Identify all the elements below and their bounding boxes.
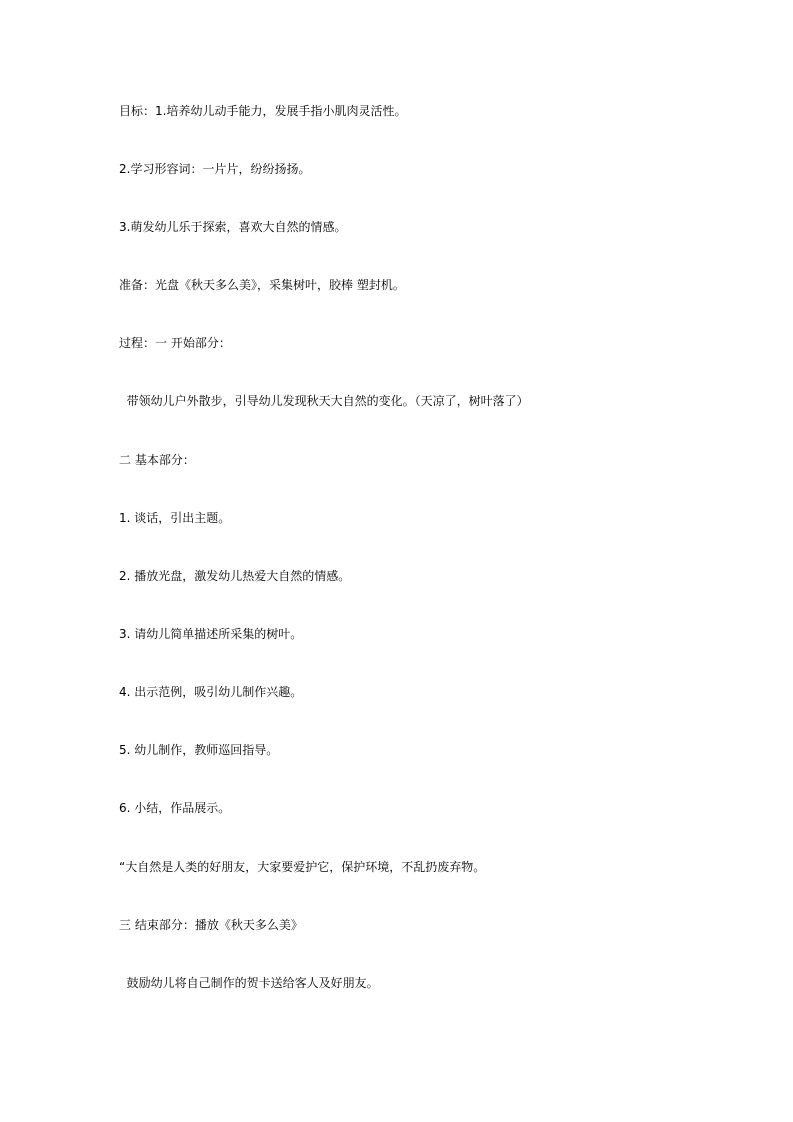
process-heading: 过程：一 开始部分： [119, 336, 231, 350]
step-6: 6. 小结，作品展示。 [119, 801, 231, 815]
step-5: 5. 幼儿制作，教师巡回指导。 [119, 743, 279, 757]
step-2: 2. 播放光盘，激发幼儿热爱大自然的情感。 [119, 569, 351, 583]
step-3: 3. 请幼儿简单描述所采集的树叶。 [119, 627, 303, 641]
goal-line-3: 3.萌发幼儿乐于探索，喜欢大自然的情感。 [119, 220, 347, 234]
goal-line-2: 2.学习形容词：一片片，纷纷扬扬。 [119, 162, 311, 176]
preparation-line: 准备：光盘《秋天多么美》，采集树叶，胶棒 塑封机。 [119, 278, 405, 292]
opening-part-text: 带领幼儿户外散步，引导幼儿发现秋天大自然的变化。（天凉了，树叶落了） [119, 394, 529, 408]
goal-line-1: 目标：1.培养幼儿动手能力，发展手指小肌肉灵活性。 [119, 104, 407, 118]
step-1: 1. 谈话，引出主题。 [119, 511, 231, 525]
ending-part-text: 鼓励幼儿将自己制作的贺卡送给客人及好朋友。 [119, 976, 379, 990]
basic-part-heading: 二 基本部分： [119, 453, 195, 467]
ending-part-heading: 三 结束部分：播放《秋天多么美》 [119, 918, 303, 932]
nature-quote: “大自然是人类的好朋友，大家要爱护它，保护环境，不乱扔废弃物。 [119, 860, 486, 874]
step-4: 4. 出示范例，吸引幼儿制作兴趣。 [119, 685, 303, 699]
